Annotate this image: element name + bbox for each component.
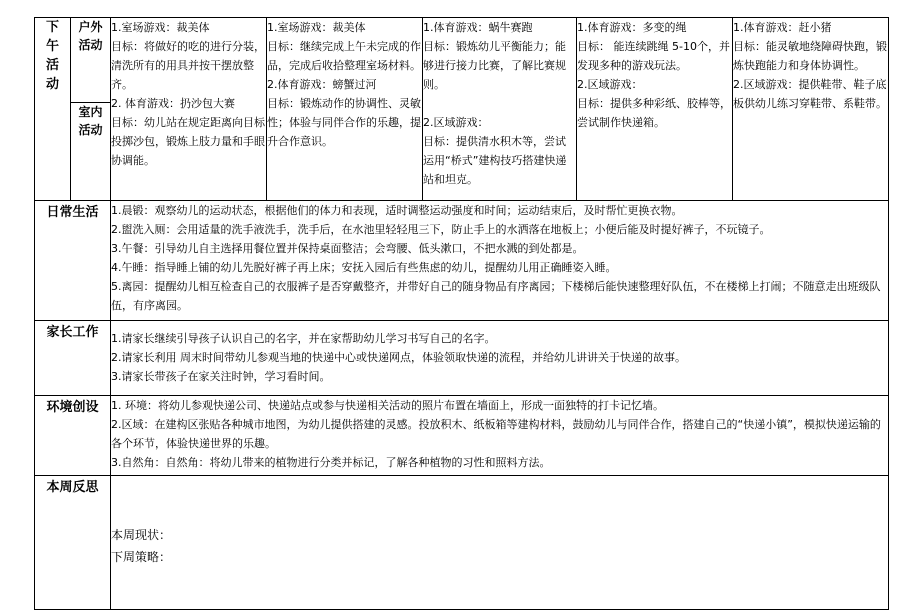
text-line: 1.体育游戏：多变的绳 xyxy=(577,21,687,34)
afternoon-outdoor-row xyxy=(35,18,889,103)
reflection-row xyxy=(35,476,889,610)
text-line: 目标：继续完成上午未完成的作品，完成后收拾整理室场材料。 xyxy=(267,40,421,72)
text-line: 5.离园：提醒幼儿相互检查自己的衣服裤子是否穿戴整齐，并带好自己的随身物品有序离园；下楼梯后能快速整理好队伍，不在楼梯上打闹；不随意走出班级队伍，有序离园。 xyxy=(111,280,881,312)
daily-life-content xyxy=(111,201,889,321)
outdoor-subheader-cell xyxy=(71,18,111,103)
text-line: 目标：锻炼幼儿平衡能力；能够进行接力比赛，了解比赛规则。 xyxy=(423,40,566,91)
afternoon-day-5 xyxy=(733,18,889,201)
text-line: 目标：将做好的吃的进行分装，清洗所有的用具并按干摆放整齐。 xyxy=(111,40,265,91)
text-line: 1.晨锻：观察幼儿的运动状态，根据他们的体力和表现，适时调整运动强度和时间；运动结束后，及时帮忙更换衣物。 xyxy=(111,204,683,217)
text-line: 3.自然角：自然角：将幼儿带来的植物进行分类并标记，了解各种植物的习性和照料方法。 xyxy=(111,456,551,469)
text-line: 2.请家长利用 周末时间带幼儿参观当地的快递中心或快递网点，体验领取快递的流程，并给幼儿讲讲关于快递的故事。 xyxy=(111,351,686,364)
text-line: 2.体育游戏：螃蟹过河 xyxy=(267,78,377,91)
afternoon-day-3 xyxy=(423,18,577,201)
text-line: 2. 体育游戏：扔沙包大赛 xyxy=(111,97,235,110)
environment-row xyxy=(35,396,889,476)
parent-work-header: 家长工作 xyxy=(46,325,99,340)
text-line: 3.午餐：引导幼儿自主选择用餐位置并保持桌面整洁；会弯腰、低头漱口，不把水溅的到处都是。 xyxy=(111,242,584,255)
reflection-content xyxy=(111,476,889,610)
text-line: 1.室场游戏：裁美体 xyxy=(111,21,210,34)
text-line xyxy=(423,94,576,113)
reflection-strategy-label: 下周策略： xyxy=(111,550,172,564)
text-line: 2.盥洗入厕：会用适量的洗手液洗手，洗手后，在水池里轻轻甩三下，防止手上的水洒落在地板上；小便后能及时提好裤子，不玩镜子。 xyxy=(111,223,771,236)
weekly-plan-page xyxy=(34,17,888,610)
text-line: 目标：幼儿站在规定距离向目标投掷沙包，锻炼上肢力量和手眼协调能。 xyxy=(111,116,265,167)
text-line: 1.请家长继续引导孩子认识自己的名字，并在家帮助幼儿学习书写自己的名字。 xyxy=(111,332,496,345)
weekly-plan-table xyxy=(34,17,889,610)
text-line: 目标：提供多种彩纸、胶棒等，尝试制作快递箱。 xyxy=(577,97,731,129)
parent-work-header-cell xyxy=(35,321,111,396)
text-line: 1.体育游戏：赶小猪 xyxy=(733,21,832,34)
daily-life-header-cell xyxy=(35,201,111,321)
indoor-subheader: 室内活动 xyxy=(78,105,103,137)
environment-content xyxy=(111,396,889,476)
afternoon-day-2 xyxy=(267,18,423,201)
reflection-current-label: 本周现状： xyxy=(111,528,172,542)
text-line: 1. 环境：将幼儿参观快递公司、快递站点或参与快递相关活动的照片布置在墙面上，形成一面独特的打卡记忆墙。 xyxy=(111,399,664,412)
text-line: 4.午睡：指导睡上铺的幼儿先脱好裤子再上床；安抚入园后有些焦虑的幼儿，提醒幼儿用正确睡姿入睡。 xyxy=(111,261,617,274)
reflection-header: 本周反思 xyxy=(46,480,99,495)
text-line: 1.室场游戏：裁美体 xyxy=(267,21,366,34)
parent-work-row xyxy=(35,321,889,396)
daily-life-row xyxy=(35,201,889,321)
text-line: 2.区域游戏： xyxy=(577,78,643,91)
environment-header-cell xyxy=(35,396,111,476)
text-line: 目标： 能连续跳绳 5-10个，并发现多种的游戏玩法。 xyxy=(577,40,730,72)
text-line: 2.区域游戏：提供鞋带、鞋子底板供幼儿练习穿鞋带、系鞋带。 xyxy=(733,78,887,110)
text-line: 2.区域游戏： xyxy=(423,116,489,129)
environment-header: 环境创设 xyxy=(46,400,99,415)
daily-life-header: 日常生活 xyxy=(46,205,99,220)
reflection-header-cell xyxy=(35,476,111,610)
afternoon-header: 下午活动 xyxy=(45,20,59,92)
text-line: 1.体育游戏：蜗牛赛跑 xyxy=(423,21,533,34)
outdoor-subheader: 户外活动 xyxy=(78,20,103,52)
afternoon-header-cell xyxy=(35,18,71,201)
text-line: 目标：锻炼动作的协调性、灵敏性；体验与同伴合作的乐趣，提升合作意识。 xyxy=(267,97,421,148)
text-line: 3.请家长带孩子在家关注时钟，学习看时间。 xyxy=(111,370,331,383)
parent-work-content xyxy=(111,321,889,396)
afternoon-day-1 xyxy=(111,18,267,201)
text-line: 目标：能灵敏地绕障碍快跑，锻炼快跑能力和身体协调性。 xyxy=(733,40,887,72)
text-line: 目标：提供清水积木等，尝试运用“桥式”建构技巧搭建快递站和坦克。 xyxy=(423,135,567,186)
indoor-subheader-cell xyxy=(71,103,111,201)
text-line: 2.区域：在建构区张贴各种城市地图，为幼儿提供搭建的灵感。投放积木、纸板箱等建构材料，鼓励幼儿与同伴合作，搭建自己的“快递小镇”，模拟快递运输的各个环节，体验快递世界的乐趣。 xyxy=(111,418,881,450)
afternoon-day-4 xyxy=(577,18,733,201)
